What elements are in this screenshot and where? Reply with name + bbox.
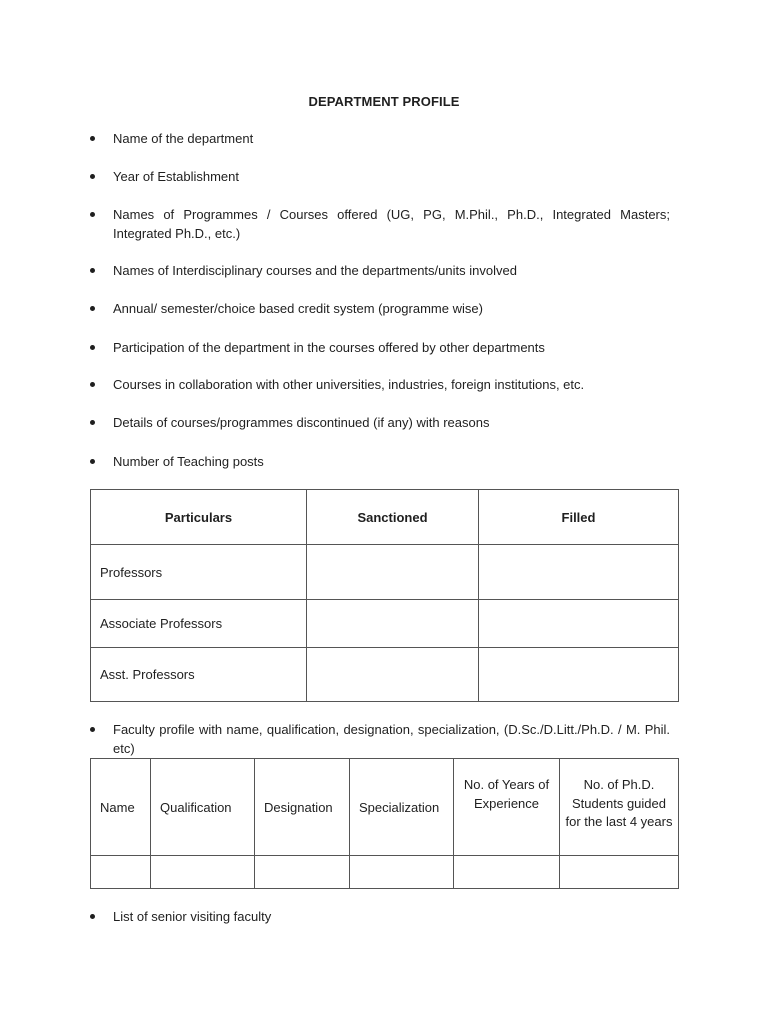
filled-cell <box>479 545 679 600</box>
empty-cell <box>255 856 350 889</box>
table-header-row <box>91 490 679 545</box>
list-item-discontinued: Details of courses/programmes discontinued (if any) with reasons <box>90 413 670 432</box>
row-label-associate-professors: Associate Professors <box>91 600 307 648</box>
header-specialization: Specialization <box>350 759 454 856</box>
header-qualification: Qualification <box>151 759 255 856</box>
empty-cell <box>91 856 151 889</box>
list-item-credit-system: Annual/ semester/choice based credit system (programme wise) <box>90 299 670 318</box>
list-item-programmes: Names of Programmes / Courses offered (UG, PG, M.Phil., Ph.D., Integrated Masters; Integrated Ph.D., etc.) <box>90 205 670 243</box>
header-name: Name <box>91 759 151 856</box>
table-row <box>91 545 679 600</box>
bullet-icon <box>90 382 95 387</box>
header-particulars: Particulars <box>91 490 307 545</box>
page-title: DEPARTMENT PROFILE <box>308 94 460 109</box>
table-row <box>91 856 679 889</box>
header-sanctioned: Sanctioned <box>307 490 479 545</box>
list-item-faculty-profile: Faculty profile with name, qualification, designation, specialization, (D.Sc./D.Litt./Ph.D. / M. Phil. etc) <box>90 720 670 758</box>
bullet-icon <box>90 306 95 311</box>
empty-cell <box>350 856 454 889</box>
list-item-visiting-faculty: List of senior visiting faculty <box>90 907 670 926</box>
sanctioned-cell <box>307 545 479 600</box>
sanctioned-cell <box>307 648 479 702</box>
empty-cell <box>560 856 679 889</box>
list-item-participation: Participation of the department in the courses offered by other departments <box>90 338 670 357</box>
bullet-icon <box>90 212 95 217</box>
header-designation: Designation <box>255 759 350 856</box>
table-row <box>91 648 679 702</box>
list-item-year-established: Year of Establishment <box>90 167 670 186</box>
bullet-icon <box>90 268 95 273</box>
row-label-asst-professors: Asst. Professors <box>91 648 307 702</box>
sanctioned-cell <box>307 600 479 648</box>
list-item-interdisciplinary: Names of Interdisciplinary courses and the departments/units involved <box>90 261 670 280</box>
list-item-collaboration: Courses in collaboration with other universities, industries, foreign institutions, etc. <box>90 375 670 394</box>
bullet-icon <box>90 727 95 732</box>
filled-cell <box>479 600 679 648</box>
header-phd-students: No. of Ph.D. Students guided for the last 4 years <box>560 759 679 856</box>
row-label-professors: Professors <box>91 545 307 600</box>
faculty-profile-table <box>90 758 679 889</box>
empty-cell <box>454 856 560 889</box>
list-item-department-name: Name of the department <box>90 129 670 148</box>
bullet-icon <box>90 459 95 464</box>
table-header-row <box>91 759 679 856</box>
bullet-icon <box>90 136 95 141</box>
filled-cell <box>479 648 679 702</box>
bullet-icon <box>90 914 95 919</box>
bullet-icon <box>90 345 95 350</box>
bullet-icon <box>90 174 95 179</box>
table-row <box>91 600 679 648</box>
header-years-experience: No. of Years of Experience <box>454 759 560 856</box>
header-filled: Filled <box>479 490 679 545</box>
teaching-posts-table <box>90 489 679 702</box>
list-item-teaching-posts: Number of Teaching posts <box>90 452 670 471</box>
bullet-icon <box>90 420 95 425</box>
empty-cell <box>151 856 255 889</box>
